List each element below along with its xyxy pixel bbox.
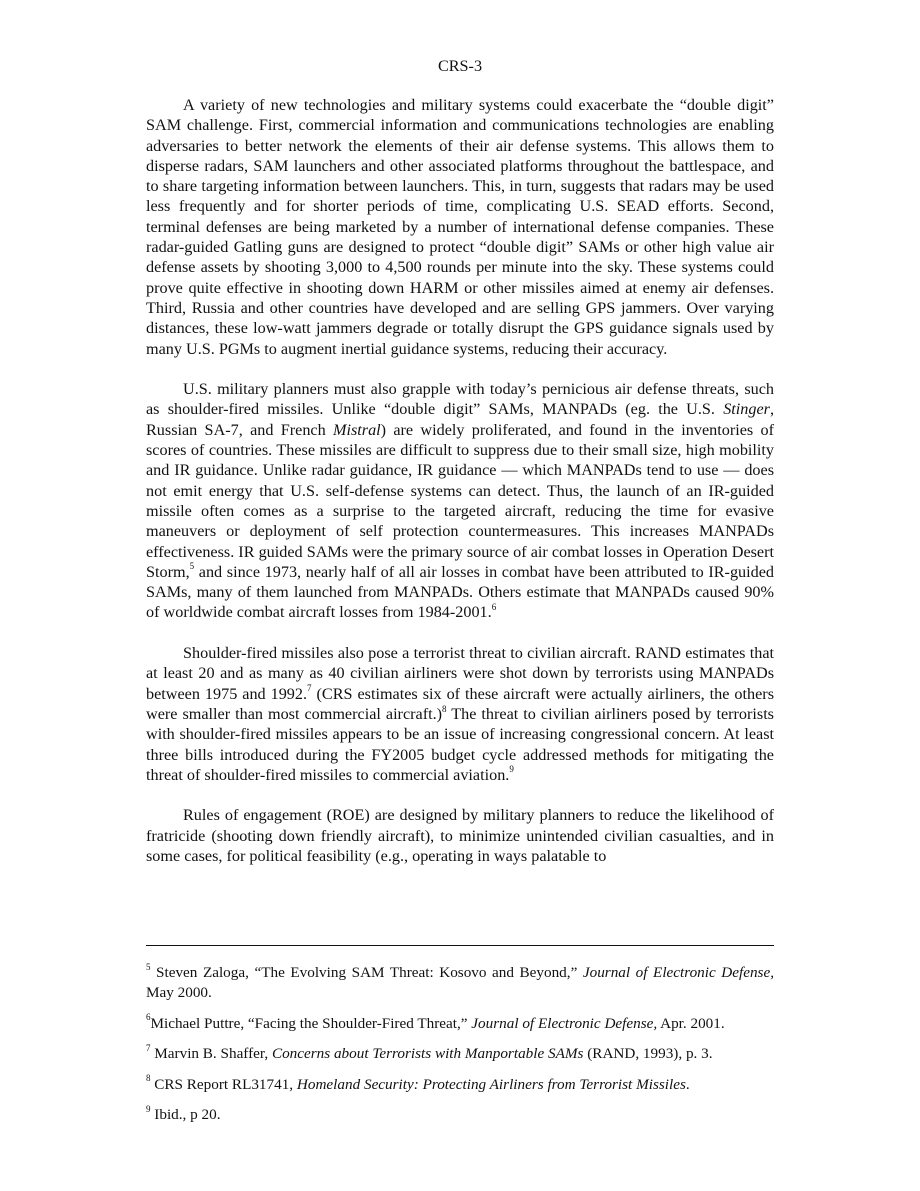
text-run: . — [685, 1075, 690, 1093]
footnote-ref: 7 — [146, 1042, 151, 1053]
footnote — [146, 963, 774, 1003]
text-run: (RAND, 1993), p. 3. — [583, 1045, 713, 1062]
footnote-ref: 9 — [509, 764, 514, 775]
text-run: Michael Puttre, “Facing the Shoulder-Fired Threat,” — [150, 1014, 472, 1032]
text-run: Apr. 2001. — [657, 1014, 725, 1032]
italic-text: Mistral — [333, 420, 381, 439]
italic-text: Concerns about Terrorists with Manportable SAMs — [271, 1045, 584, 1062]
body-text — [146, 95, 774, 866]
text-run: , Russian SA-7, and French — [146, 400, 774, 439]
footnote — [146, 1105, 774, 1125]
text-run: CRS Report RL31741, — [150, 1075, 297, 1093]
page-header: CRS-3 — [437, 57, 483, 75]
footnote — [146, 1014, 774, 1034]
footnote-ref: 6 — [491, 602, 497, 613]
footnote-ref: 8 — [146, 1073, 151, 1084]
text-run: A variety of new technologies and military systems could exacerbate the “double digit” SAM challenge. First, commercial information and communications technologies are enabling adversaries to better network the elements of their air defense systems. This allows them to disperse radars, SAM launchers and other associated platforms throughout the battlespace, and to share targeting information between launchers. This, in turn, suggests that radars may be used less frequently and for shorter periods of time, complicating U.S. SEAD efforts. Second, terminal defenses are being marketed by a number of international defense companies. These radar-guided Gatling guns are designed to protect “double digit” SAMs or other high value air defense assets by shooting 3,000 to 4,500 rounds per minute into the sky. These systems could prove quite effective in shooting down HARM or other missiles aimed at enemy air defenses. Third, Russia and other countries have developed and are selling GPS jammers. Over varying distances, these low-watt jammers degrade or totally disrupt the GPS guidance signals used by many U.S. PGMs to augment inertial guidance systems, reducing their accuracy. — [146, 96, 774, 358]
paragraph — [146, 95, 774, 359]
text-run: Rules of engagement (ROE) are designed by military planners to reduce the likelihood of fratricide (shooting down friendly aircraft), to minimize unintended civilian casualties, and in some cases, for political feasibility (e.g., operating in ways palatable to — [146, 806, 774, 865]
text-run: May 2000. — [146, 984, 212, 1001]
text-run: Marvin B. Shaffer, — [150, 1045, 272, 1062]
footnote-ref: 5 — [146, 961, 151, 972]
footnote-ref: 6 — [146, 1012, 151, 1023]
footnote-ref: 9 — [146, 1103, 151, 1114]
paragraph — [146, 379, 774, 623]
footnote-divider — [146, 945, 774, 946]
paragraph — [146, 805, 774, 866]
footnote — [146, 1044, 774, 1064]
text-run: and since 1973, nearly half of all air losses in combat have been attributed to IR-guided SAMs, many of them launched from MANPADs. Others estimate that MANPADs caused 90% of worldwide combat aircraft losses from 1984-2001. — [146, 562, 774, 622]
footnote-ref: 7 — [307, 683, 312, 694]
text-run: U.S. military planners must also grapple with today’s pernicious air defense threats, such as shoulder-fired missiles. Unlike “double digit” SAMs, MANPADs (eg. the U.S. — [146, 380, 774, 419]
footnotes — [146, 963, 774, 1136]
text-run: Ibid., p 20. — [150, 1106, 221, 1123]
italic-text: Journal of Electronic Defense, — [471, 1014, 658, 1032]
paragraph — [146, 643, 774, 785]
text-run: (CRS estimates six of these aircraft were actually airliners, the others were smaller than most commercial aircraft.) — [146, 684, 774, 723]
text-run: ) are widely proliferated, and found in the inventories of scores of countries. These missiles are difficult to suppress due to their small size, high mobility and IR guidance. Unlike radar guidance, IR guidance — which MANPADs tend to use — does not emit energy that U.S. self-defense systems can detect. Thus, the launch of an IR-guided missile often comes as a surprise to the targeted aircraft, reducing the time for evasive maneuvers or deployment of self protection countermeasures. This increases MANPADs effectiveness. IR guided SAMs were the primary source of air combat losses in Operation Desert Storm, — [146, 420, 775, 581]
italic-text: Homeland Security: Protecting Airliners from Terrorist Missiles — [296, 1075, 686, 1093]
footnote — [146, 1075, 774, 1095]
text-run: Shoulder-fired missiles also pose a terrorist threat to civilian aircraft. RAND estimates that at least 20 and as many as 40 civilian airliners were shot down by terrorists using MANPADs between 1975 and 1992. — [146, 644, 774, 703]
italic-text: Journal of Electronic Defense, — [582, 964, 775, 981]
footnote-ref: 8 — [442, 703, 447, 714]
footnote-ref: 5 — [189, 561, 195, 572]
italic-text: Stinger — [723, 400, 770, 419]
text-run: The threat to civilian airliners posed by terrorists with shoulder-fired missiles appears to be an issue of increasing congressional concern. At least three bills introduced during the FY2005 budget cycle addressed methods for mitigating the threat of shoulder-fired missiles to commercial aviation. — [146, 704, 774, 784]
text-run: Steven Zaloga, “The Evolving SAM Threat: Kosovo and Beyond,” — [150, 964, 583, 981]
